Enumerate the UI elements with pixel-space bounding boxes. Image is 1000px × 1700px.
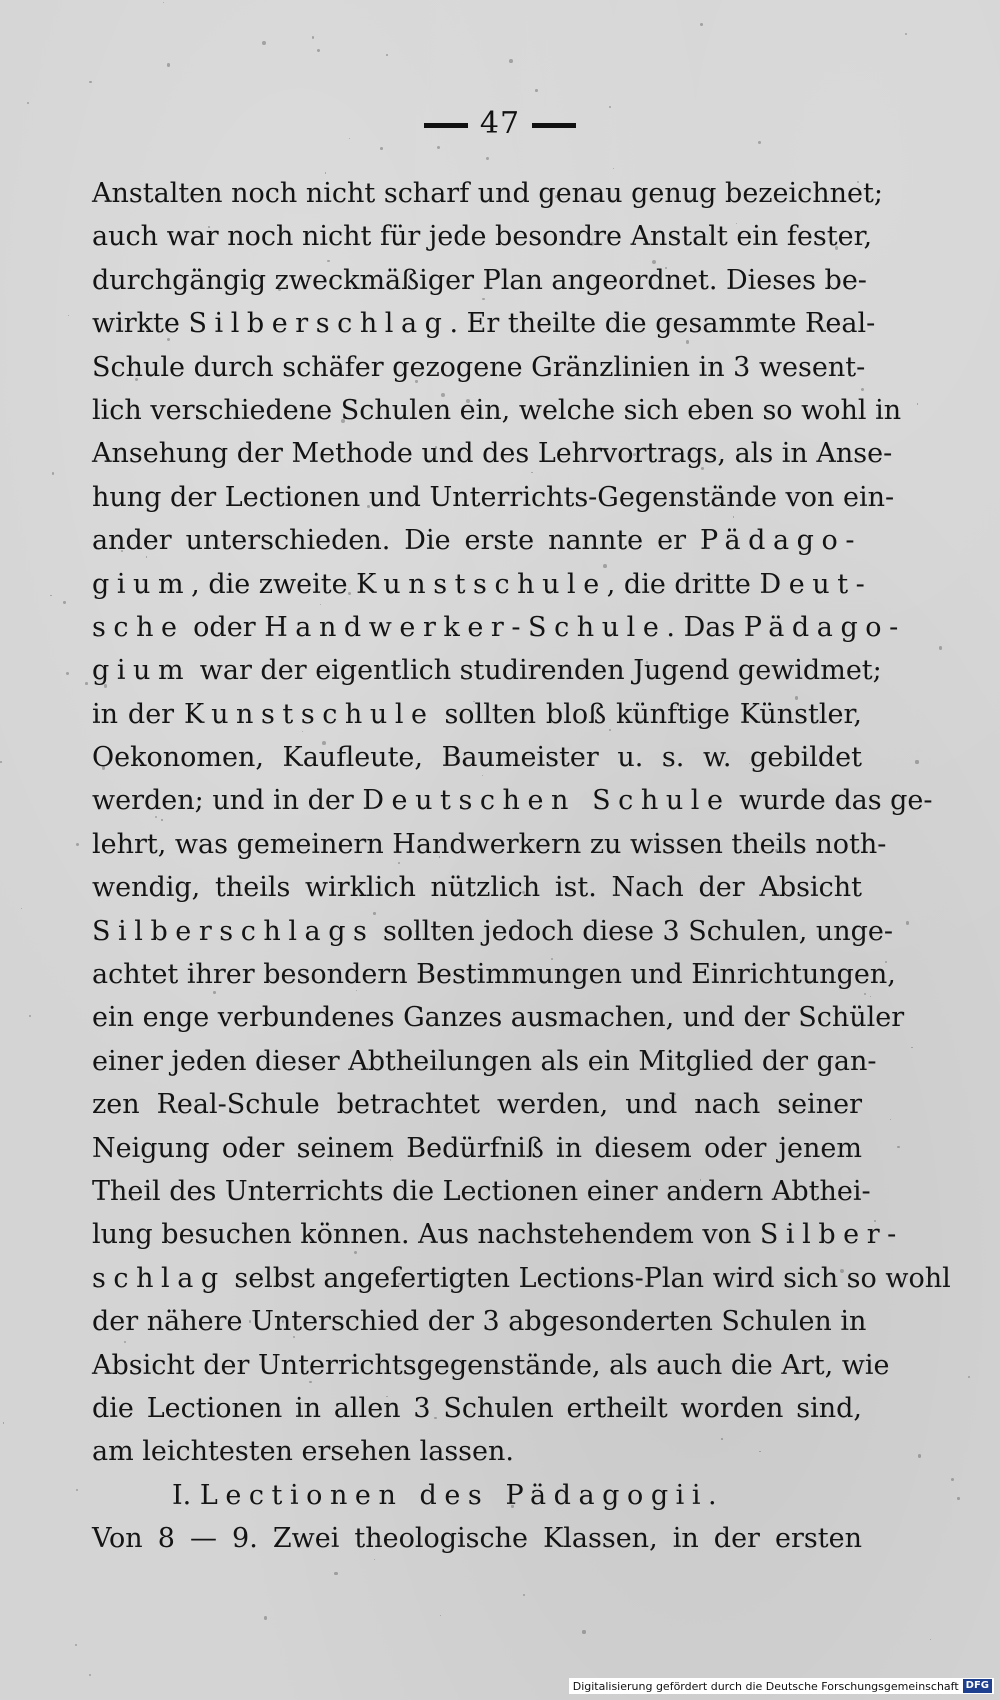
text-line [92,693,862,736]
body-text [92,172,951,1561]
spaced-emphasis-text: Silberschlags [92,915,375,947]
text-line [92,1170,871,1213]
spaced-emphasis-text: Deut- [759,568,873,600]
text-segment: der nähere Unterschied der 3 abgesonderten Schulen in [92,1306,867,1338]
text-segment: die Lectionen in allen 3 Schulen ertheilt worden sind, [92,1392,862,1424]
text-segment: einer jeden dieser Abtheilungen als ein Mitglied der gan- [92,1045,877,1077]
text-line [92,1300,867,1343]
text-segment: zen Real-Schule betrachtet werden, und nach seiner [92,1089,862,1121]
paper-speck [951,1478,954,1481]
paper-speck [21,908,22,909]
spaced-emphasis-text: gium [92,568,192,600]
spaced-emphasis-text: sche [92,611,185,643]
text-line [92,1474,862,1517]
spaced-emphasis-text: Deutschen Schule [362,785,731,817]
paper-speck [89,81,91,83]
paper-speck [939,646,943,650]
spaced-emphasis-text: Silber- [759,1219,904,1251]
paper-speck [262,41,266,45]
text-line [92,953,896,996]
text-segment: sollten bloß künftige Künstler, [434,698,862,730]
text-line [92,1517,862,1560]
spaced-emphasis-text: Silberschlag [188,308,450,340]
paper-speck [582,1630,585,1633]
paper-speck [897,1146,899,1148]
text-segment: sollten jedoch diese 3 Schulen, unge- [374,915,894,947]
text-line [92,823,887,866]
text-segment: . Das [666,611,744,643]
paper-speck [386,54,388,56]
text-segment: Schule durch schäfer gezogene Gränzlinien in 3 wesent- [92,351,866,383]
paper-speck [911,1047,912,1048]
spaced-emphasis-text: Lectionen des Pädagogii. [199,1479,725,1511]
text-segment: hung der Lectionen und Unterrichts-Gegenstände von ein- [92,481,895,513]
text-line [92,1387,862,1430]
text-segment: achtet ihrer besondern Bestimmungen und Einrichtungen, [92,959,896,991]
text-line [92,866,862,909]
text-line [92,432,893,475]
text-segment: am leichtesten ersehen lassen. [92,1436,514,1468]
paper-speck [957,1497,959,1499]
text-line [92,215,873,258]
text-segment: auch war noch nicht für jede besondre Anstalt ein fester, [92,221,873,253]
text-segment: werden; und in der [92,785,363,817]
credit-text: Digitalisierung gefördert durch die Deutsche Forschungsgemeinschaft [572,1679,959,1693]
spaced-emphasis-text: gium [92,655,192,687]
spaced-emphasis-text: schlag [92,1262,226,1294]
text-segment: Von 8 — 9. Zwei theologische Klassen, in der ersten [92,1523,862,1555]
paper-speck [264,1616,267,1619]
text-segment: wendig, theils wirklich nützlich ist. Nach der Absicht [92,872,862,904]
text-segment: , die zweite [191,568,357,600]
text-line [92,1430,862,1473]
spaced-emphasis-text: Pädago- [699,525,862,557]
text-line [92,1344,890,1387]
text-segment: Oekonomen, Kaufleute, Baumeister u. s. w. gebildet [92,742,862,774]
text-line [92,389,902,432]
text-segment: , die dritte [606,568,760,600]
header-dash-right [532,123,576,128]
text-segment: wurde das ge- [730,785,933,817]
text-line [92,259,867,302]
text-segment: I. [172,1479,200,1511]
dfg-logo: DFG [963,1679,992,1693]
text-line [92,649,882,692]
paper-speck [915,760,918,763]
text-segment: ander unterschieden. Die erste nannte er [92,525,700,557]
header-dash-left [424,123,468,128]
spaced-emphasis-text: Kunstschule [183,698,435,730]
text-line [92,172,883,215]
spaced-emphasis-text: Kunstschule [356,568,607,600]
text-line [92,1040,877,1083]
text-segment: ein enge verbundenes Ganzes ausmachen, und der Schüler [92,1002,905,1034]
spaced-emphasis-text: Pädago- [743,611,906,643]
text-segment: Anstalten noch nicht scharf und genau genug bezeichnet; [92,178,883,209]
text-segment: . Er theilte die gesammte Real- [449,308,876,340]
text-line [92,736,862,779]
text-line [92,910,894,953]
paper-speck [68,315,69,316]
paper-speck [29,1015,31,1017]
text-line [92,563,873,606]
paper-speck [906,921,909,924]
text-line [92,519,862,562]
text-segment: lich verschiedene Schulen ein, welche sich eben so wohl in [92,394,902,426]
paper-speck [52,472,54,474]
text-segment: in der [92,698,184,730]
spaced-emphasis-text: Handwerker-Schule [264,611,667,643]
text-segment: war der eigentlich studirenden Jugend gewidmet; [191,655,882,687]
text-segment: lung besuchen können. Aus nachstehendem von [92,1219,760,1251]
text-segment: selbst angefertigten Lections-Plan wird sich so wohl [225,1262,951,1294]
paper-speck [535,89,538,92]
text-line [92,1127,862,1170]
text-line [92,1083,862,1126]
text-line [92,476,895,519]
text-segment: oder [184,611,265,643]
paper-speck [76,843,79,846]
text-line [92,1213,904,1256]
text-segment: durchgängig zweckmäßiger Plan angeordnet. Dieses be- [92,264,867,296]
text-segment: lehrt, was gemeinern Handwerkern zu wissen theils noth- [92,828,887,860]
text-segment: Absicht der Unterrichtsgegenstände, als auch die Art, wie [92,1349,890,1381]
page-header [0,106,1000,141]
paper-speck [63,601,65,603]
text-line [92,606,906,649]
paper-speck [317,49,320,52]
page-number: 47 [479,106,521,141]
text-line [92,302,876,345]
digitization-credit [569,1678,994,1694]
text-line [92,996,905,1039]
text-line [92,346,866,389]
text-line [92,1257,951,1300]
text-line [92,779,933,822]
text-segment: Theil des Unterrichts die Lectionen einer andern Abthei- [92,1175,871,1207]
paper-speck [700,23,703,26]
text-segment: Ansehung der Methode und des Lehrvortrags, als in Anse- [92,438,893,470]
text-segment: wirkte [92,308,189,340]
text-segment: Neigung oder seinem Bedürfniß in diesem oder jenem [92,1132,862,1164]
